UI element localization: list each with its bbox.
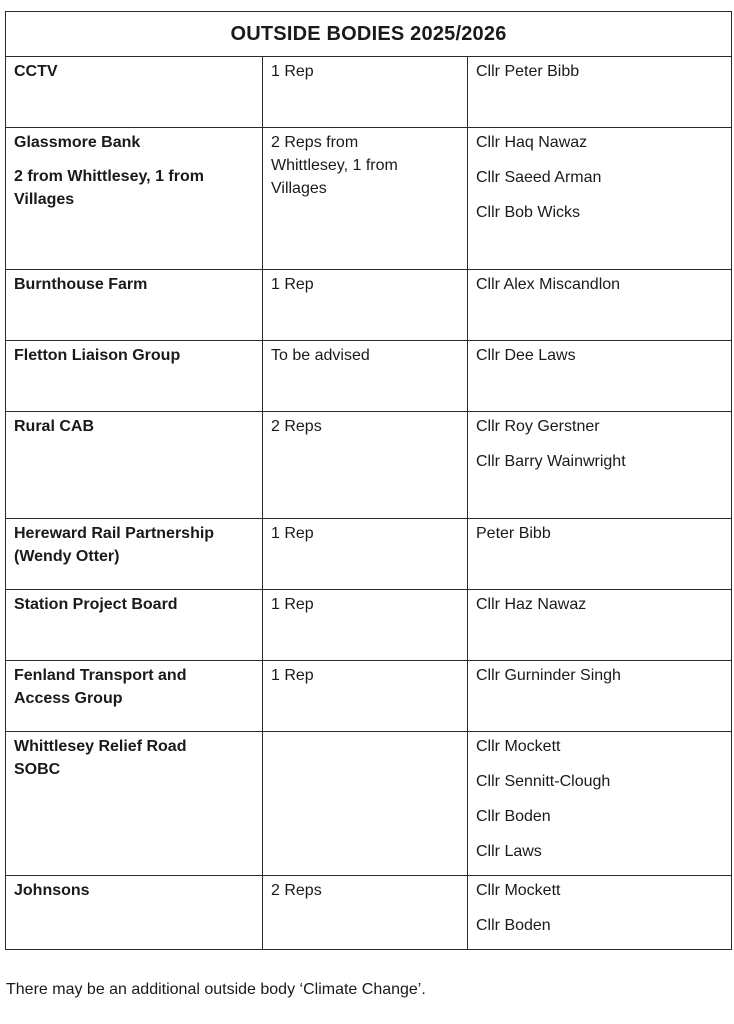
outside-body-note: 2 from Whittlesey, 1 from	[14, 168, 204, 185]
member-name: Cllr Saeed Arman	[476, 169, 602, 186]
member-name: Cllr Peter Bibb	[476, 63, 580, 80]
reps-cell	[263, 661, 468, 732]
outside-body-name: Hereward Rail Partnership	[14, 525, 215, 542]
outside-body-name: Rural CAB	[14, 418, 95, 435]
members-cell	[468, 590, 732, 661]
table-row	[6, 661, 732, 732]
reps-cell	[263, 519, 468, 590]
reps-cell	[263, 732, 468, 876]
member-name: Cllr Laws	[476, 843, 542, 860]
member-name: Cllr Boden	[476, 808, 551, 825]
outside-body-name: Glassmore Bank	[14, 134, 141, 151]
table-row	[6, 876, 732, 950]
reps-text: 2 Reps from	[271, 134, 359, 151]
members-cell	[468, 519, 732, 590]
member-name: Cllr Barry Wainwright	[476, 453, 626, 470]
reps-cell	[263, 590, 468, 661]
table-row	[6, 341, 732, 412]
reps-text: 1 Rep	[271, 525, 314, 542]
members-cell	[468, 128, 732, 270]
member-name: Cllr Bob Wicks	[476, 204, 581, 221]
reps-text: 2 Reps	[271, 882, 322, 899]
reps-text: 1 Rep	[271, 667, 314, 684]
outside-bodies-table	[5, 11, 732, 950]
outside-body-cell	[6, 590, 263, 661]
reps-text: 2 Reps	[271, 418, 322, 435]
table-row	[6, 412, 732, 519]
members-cell	[468, 876, 732, 950]
page-title: OUTSIDE BODIES 2025/2026	[6, 12, 732, 57]
reps-text: 1 Rep	[271, 63, 314, 80]
outside-body-name: Whittlesey Relief Road	[14, 738, 187, 755]
member-name: Cllr Gurninder Singh	[476, 667, 621, 684]
outside-body-name: Access Group	[14, 690, 123, 707]
reps-cell	[263, 270, 468, 341]
table-row	[6, 270, 732, 341]
outside-body-cell	[6, 876, 263, 950]
member-name: Cllr Mockett	[476, 738, 561, 755]
table-row	[6, 590, 732, 661]
outside-body-name: Burnthouse Farm	[14, 276, 148, 293]
reps-text: To be advised	[271, 347, 370, 364]
member-name: Cllr Sennitt-Clough	[476, 773, 611, 790]
outside-body-cell	[6, 341, 263, 412]
reps-cell	[263, 876, 468, 950]
outside-body-name: Fletton Liaison Group	[14, 347, 181, 364]
outside-body-name: CCTV	[14, 63, 58, 80]
outside-body-cell	[6, 270, 263, 341]
member-name: Cllr Boden	[476, 917, 551, 934]
outside-body-name: (Wendy Otter)	[14, 548, 120, 565]
member-name: Cllr Haq Nawaz	[476, 134, 588, 151]
outside-body-name: Fenland Transport and	[14, 667, 187, 684]
outside-body-note: Villages	[14, 191, 75, 208]
members-cell	[468, 57, 732, 128]
outside-body-name: SOBC	[14, 761, 61, 778]
outside-body-cell	[6, 661, 263, 732]
table-row	[6, 57, 732, 128]
outside-body-cell	[6, 57, 263, 128]
members-cell	[468, 412, 732, 519]
outside-body-cell	[6, 519, 263, 590]
outside-body-name: Johnsons	[14, 882, 90, 899]
outside-body-name: Station Project Board	[14, 596, 178, 613]
reps-cell	[263, 341, 468, 412]
table-row	[6, 128, 732, 270]
member-name: Peter Bibb	[476, 525, 551, 542]
member-name: Cllr Alex Miscandlon	[476, 276, 621, 293]
reps-cell	[263, 412, 468, 519]
reps-text: 1 Rep	[271, 276, 314, 293]
reps-cell	[263, 57, 468, 128]
member-name: Cllr Dee Laws	[476, 347, 576, 364]
table-row	[6, 732, 732, 876]
table-row	[6, 519, 732, 590]
members-cell	[468, 341, 732, 412]
member-name: Cllr Roy Gerstner	[476, 418, 600, 435]
outside-body-cell	[6, 128, 263, 270]
table-body	[6, 57, 732, 950]
outside-body-cell	[6, 732, 263, 876]
reps-text: Villages	[271, 180, 327, 197]
members-cell	[468, 732, 732, 876]
footnote: There may be an additional outside body ‘Climate Change’.	[6, 981, 426, 998]
reps-text: Whittlesey, 1 from	[271, 157, 398, 174]
members-cell	[468, 661, 732, 732]
member-name: Cllr Haz Nawaz	[476, 596, 587, 613]
member-name: Cllr Mockett	[476, 882, 561, 899]
members-cell	[468, 270, 732, 341]
reps-cell	[263, 128, 468, 270]
outside-body-cell	[6, 412, 263, 519]
reps-text: 1 Rep	[271, 596, 314, 613]
